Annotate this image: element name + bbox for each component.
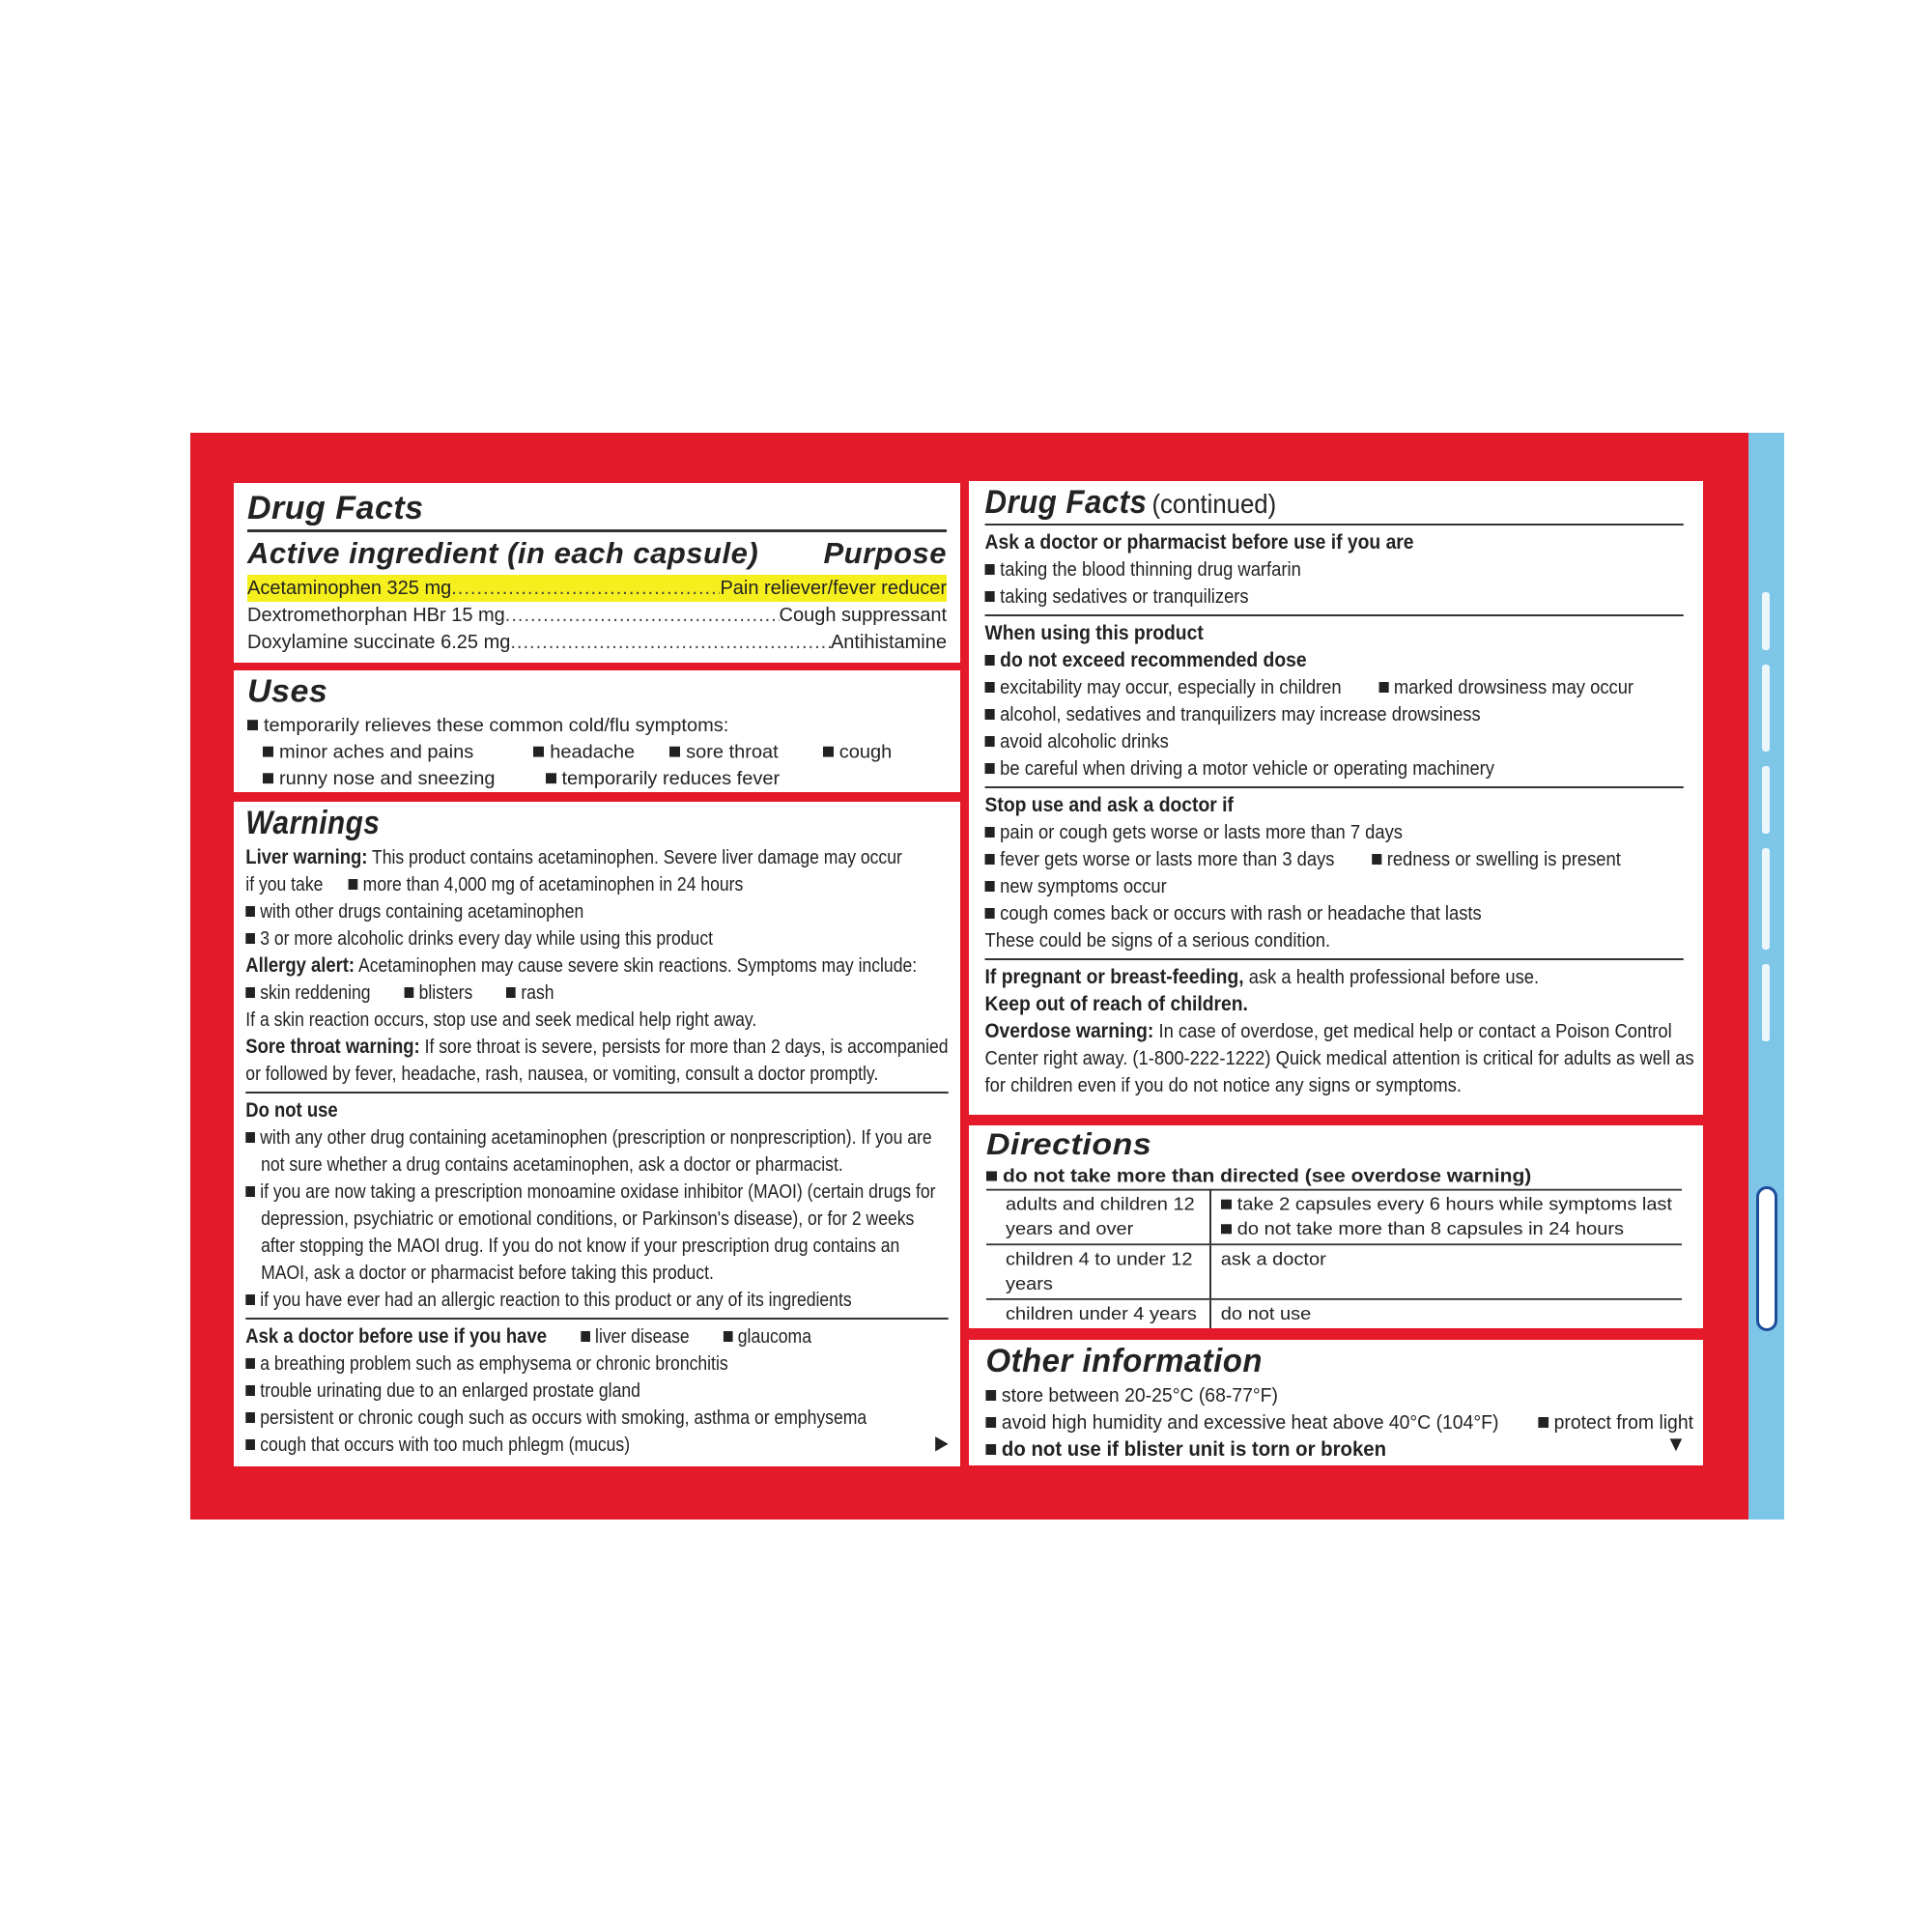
liver-item: more than 4,000 mg of acetaminophen in 24 hours: [362, 874, 744, 895]
when-using-bold-item: do not exceed recommended dose: [1000, 649, 1307, 671]
drug-facts-title: Drug Facts: [247, 490, 424, 526]
other-info-item: protect from light: [1553, 1412, 1694, 1434]
other-info-item-bold: do not use if blister unit is torn or broken: [1001, 1438, 1387, 1461]
ingredient-purpose: Pain reliever/fever reducer: [720, 578, 947, 599]
liver-if-you-take: if you take: [245, 874, 324, 895]
ask-doctor-item: persistent or chronic cough such as occurs with smoking, asthma or emphysema: [260, 1407, 867, 1429]
when-using-item: alcohol, sedatives and tranquilizers may increase drowsiness: [1000, 704, 1481, 725]
dose-instruction: do not take more than 8 capsules in 24 hours: [1236, 1219, 1625, 1239]
ingredient-purpose: Cough suppressant: [779, 605, 947, 626]
when-using-item: excitability may occur, especially in children: [1000, 677, 1342, 698]
age-group: children 4 to under 12 years: [1006, 1249, 1193, 1294]
table-row: [986, 1299, 1682, 1328]
purpose-heading: Purpose: [823, 536, 947, 570]
ingredient-purpose: Antihistamine: [830, 632, 947, 653]
do-not-use-item: if you have ever had an allergic reaction to this product or any of its ingredients: [260, 1290, 852, 1311]
stop-use-item: redness or swelling is present: [1386, 849, 1621, 870]
pregnant-text: ask a health professional before use.: [1248, 967, 1540, 988]
stop-use-item: cough comes back or occurs with rash or headache that lasts: [1000, 903, 1482, 924]
pregnant-label: If pregnant or breast-feeding,: [984, 966, 1244, 988]
when-using-item: be careful when driving a motor vehicle or operating machinery: [1000, 758, 1494, 780]
do-not-use-item-cont: depression, psychiatric or emotional conditions, or Parkinson's disease), or for 2 weeks: [261, 1208, 915, 1230]
overdose-text-2: Center right away. (1-800-222-1222) Quick medical attention is critical for adults as well as: [984, 1048, 1694, 1069]
warnings-title: Warnings: [245, 805, 381, 841]
ask-doctor-pharmacist-title: Ask a doctor or pharmacist before use if you are: [984, 531, 1414, 554]
carton-side-panel: [1748, 433, 1784, 1520]
drug-facts-continued-title: Drug Facts: [984, 484, 1148, 521]
do-not-use-item: with any other drug containing acetaminophen (prescription or nonprescription). If you are: [260, 1127, 932, 1149]
directions-note: do not take more than directed (see overdose warning): [1003, 1166, 1532, 1186]
keep-out-of-reach: Keep out of reach of children.: [984, 993, 1248, 1015]
allergy-items: skin reddening blisters rash: [245, 980, 948, 1007]
ingredient-name: Doxylamine succinate 6.25 mg: [247, 632, 511, 653]
dose-instruction: take 2 capsules every 6 hours while symptoms last: [1236, 1195, 1672, 1215]
table-row: [986, 1244, 1682, 1299]
ingredient-row: [247, 629, 947, 656]
uses-row: runny nose and sneezing temporarily reduces fever: [247, 765, 947, 792]
directions-table: [986, 1189, 1682, 1328]
ask-doctor-item: glaucoma: [737, 1326, 811, 1348]
liver-warning-text: This product contains acetaminophen. Severe liver damage may occur: [371, 847, 902, 868]
when-using-item: avoid alcoholic drinks: [1000, 731, 1169, 753]
continued-arrow-icon: ▶: [935, 1433, 949, 1454]
when-using-title: When using this product: [984, 622, 1204, 644]
overdose-text-3: for children even if you do not notice any signs or symptoms.: [984, 1075, 1462, 1096]
ask-doctor-item: a breathing problem such as emphysema or chronic bronchitis: [260, 1353, 728, 1375]
ingredient-row: [247, 602, 947, 629]
other-information-panel: [969, 1340, 1703, 1465]
allergy-alert-text: Acetaminophen may cause severe skin reactions. Symptoms may include:: [358, 955, 918, 977]
liver-item: with other drugs containing acetaminophen: [260, 901, 584, 923]
continued-down-arrow-icon: ▼: [1665, 1432, 1687, 1456]
side-print-mark: [1762, 665, 1770, 752]
side-print-mark: [1762, 766, 1770, 834]
uses-panel: [234, 670, 960, 792]
ask-pharm-item: taking sedatives or tranquilizers: [1000, 586, 1249, 608]
stop-use-after: These could be signs of a serious condition.: [984, 930, 1331, 952]
ingredient-row-highlighted: [247, 575, 947, 602]
uses-intro: temporarily relieves these common cold/flu symptoms:: [247, 712, 947, 739]
allergy-after: If a skin reaction occurs, stop use and seek medical help right away.: [245, 1009, 757, 1031]
side-print-mark: [1762, 848, 1770, 950]
ingredient-name: Acetaminophen 325 mg: [247, 578, 452, 599]
sore-throat-text: If sore throat is severe, persists for more than 2 days, is accompanied: [424, 1037, 949, 1058]
stop-use-item: pain or cough gets worse or lasts more than 7 days: [1000, 822, 1403, 843]
do-not-use-title: Do not use: [245, 1099, 338, 1122]
age-group-cont: years and over: [1006, 1219, 1134, 1239]
table-row: [986, 1190, 1682, 1245]
age-group: adults and children 12: [1006, 1195, 1195, 1215]
liver-item: 3 or more alcoholic drinks every day while using this product: [260, 928, 713, 950]
directions-title: Directions: [986, 1127, 1152, 1162]
when-using-item: marked drowsiness may occur: [1393, 677, 1634, 698]
ingredient-name: Dextromethorphan HBr 15 mg: [247, 605, 505, 626]
side-logo-icon: [1756, 1186, 1777, 1331]
ask-doctor-title: Ask a doctor before use if you have: [245, 1325, 547, 1348]
do-not-use-item-cont: after stopping the MAOI drug. If you do not know if your prescription drug contains an: [261, 1236, 900, 1257]
ask-doctor-item: liver disease: [595, 1326, 690, 1348]
continued-suffix: (continued): [1151, 489, 1277, 519]
dose-instruction: ask a doctor: [1220, 1249, 1326, 1269]
uses-title: Uses: [247, 672, 328, 710]
other-info-item: store between 20-25°C (68-77°F): [1001, 1385, 1278, 1406]
active-ingredient-heading: Active ingredient (in each capsule): [247, 536, 759, 570]
uses-row: minor aches and pains headache sore throat cough: [247, 739, 947, 766]
do-not-use-item: if you are now taking a prescription monoamine oxidase inhibitor (MAOI) (certain drugs for: [260, 1181, 936, 1203]
sore-throat-text-2: or followed by fever, headache, rash, nausea, or vomiting, consult a doctor promptly.: [245, 1064, 879, 1085]
drug-facts-continued-panel: [969, 481, 1703, 1115]
age-group: children under 4 years: [1006, 1304, 1197, 1324]
other-info-item: avoid high humidity and excessive heat above 40°C (104°F): [1001, 1412, 1499, 1434]
overdose-label: Overdose warning:: [984, 1020, 1154, 1042]
overdose-text: In case of overdose, get medical help or contact a Poison Control: [1158, 1021, 1672, 1042]
allergy-alert-label: Allergy alert:: [245, 954, 355, 977]
dose-instruction: do not use: [1220, 1304, 1312, 1324]
ask-doctor-item: cough that occurs with too much phlegm (mucus): [260, 1435, 631, 1456]
liver-warning-label: Liver warning:: [245, 846, 368, 868]
stop-use-item: fever gets worse or lasts more than 3 days: [1000, 849, 1335, 870]
ask-doctor-item: trouble urinating due to an enlarged prostate gland: [260, 1380, 640, 1402]
ask-pharm-item: taking the blood thinning drug warfarin: [1000, 559, 1301, 581]
directions-panel: [969, 1125, 1703, 1328]
side-print-mark: [1762, 964, 1770, 1041]
active-ingredients-panel: [234, 483, 960, 663]
do-not-use-item-cont: not sure whether a drug contains acetaminophen, ask a doctor or pharmacist.: [261, 1154, 843, 1176]
other-information-title: Other information: [985, 1343, 1264, 1379]
warnings-panel: [234, 802, 960, 1466]
stop-use-item: new symptoms occur: [1000, 876, 1167, 897]
side-print-mark: [1762, 592, 1770, 650]
sore-throat-label: Sore throat warning:: [245, 1036, 420, 1058]
do-not-use-item-cont: MAOI, ask a doctor or pharmacist before taking this product.: [261, 1263, 714, 1284]
stop-use-title: Stop use and ask a doctor if: [984, 794, 1234, 816]
